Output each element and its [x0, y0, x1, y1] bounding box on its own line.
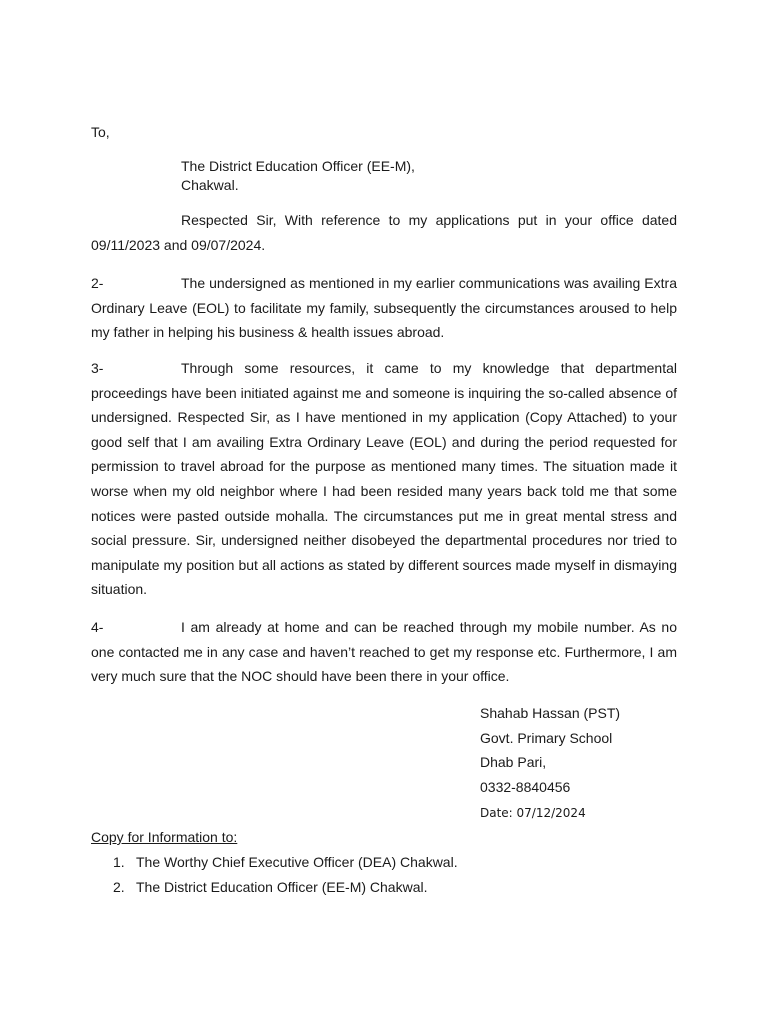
salutation: To,	[91, 124, 110, 140]
paragraph-2-number: 2-	[91, 275, 104, 291]
paragraph-3-number: 3-	[91, 360, 104, 376]
addressee	[181, 157, 581, 195]
copy-list	[91, 850, 651, 900]
paragraph-4-number: 4-	[91, 619, 104, 635]
paragraph-1	[91, 208, 677, 257]
paragraph-4	[91, 615, 677, 689]
paragraph-3-text: Through some resources, it came to my knowledge that departmental proceedings have been initiated against me and someone is inquiring the so-called absence of undersigned. Respected Sir, as I have mentioned in my application (Copy Attached) to your good self that I am availing Extra Ordinary Leave (EOL) and during the period requested for permission to travel abroad for the purpose as mentioned many times. The situation made it worse when my old neighbor where I had been resided many years back told me that some notices were pasted outside mohalla. The circumstances put me in great mental stress and social pressure. Sir, undersigned neither disobeyed the departmental procedures nor tried to manipulate my position but all actions as stated by different sources made myself in dismaying situation.	[91, 360, 677, 598]
signatory-name: Shahab Hassan (PST)	[480, 705, 621, 721]
signature-block	[480, 701, 740, 826]
copy-list-item	[91, 850, 651, 875]
copy-title: Copy for Information to:	[91, 829, 238, 845]
copy-section	[91, 828, 651, 900]
signatory-phone: 0332-8840456	[480, 778, 571, 795]
addressee-line-1: The District Education Officer (EE-M),	[181, 158, 415, 174]
copy-list-item	[91, 875, 651, 900]
copy-item-text: The Worthy Chief Executive Officer (DEA) Chakwal.	[136, 854, 458, 870]
paragraph-2	[91, 271, 677, 345]
signatory-place: Dhab Pari,	[480, 754, 547, 770]
copy-item-number: 2.	[113, 879, 125, 895]
signatory-school: Govt. Primary School	[480, 729, 613, 746]
addressee-line-2: Chakwal.	[181, 177, 239, 193]
paragraph-2-text: The undersigned as mentioned in my earlier communications was availing Extra Ordinary Leave (EOL) to facilitate my family, subsequently the circumstances aroused to help my father in helping his business & health issues abroad.	[91, 275, 677, 341]
copy-item-number: 1.	[113, 854, 125, 870]
letter-date: Date: 07/12/2024	[480, 806, 586, 820]
paragraph-3	[91, 356, 677, 602]
paragraph-4-text: I am already at home and can be reached through my mobile number. As no one contacted me in any case and haven’t reached to get my response etc. Furthermore, I am very much sure that the NOC should have been there in your office.	[91, 619, 677, 685]
paragraph-1-text: Respected Sir, With reference to my applications put in your office dated 09/11/2023 and 09/07/2024.	[91, 212, 677, 253]
copy-item-text: The District Education Officer (EE-M) Chakwal.	[136, 879, 428, 895]
